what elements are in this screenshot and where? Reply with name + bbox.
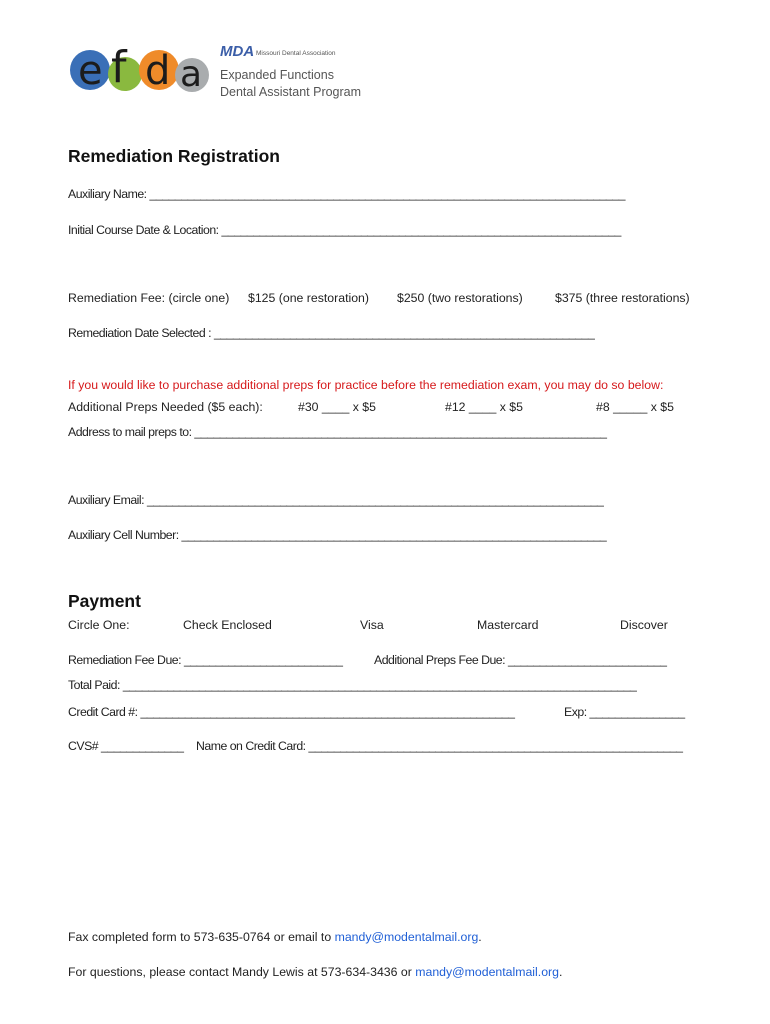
preps-notice: If you would like to purchase additional preps for practice before the remediation exam, you may do so below:	[68, 378, 664, 392]
questions-contact	[68, 965, 562, 979]
svg-text:a: a	[180, 54, 203, 95]
fee-option-125[interactable]: $125 (one restoration)	[248, 291, 369, 305]
prep-12-field[interactable]: #12 ____ x $5	[445, 400, 523, 414]
remediation-fee-label: Remediation Fee: (circle one)	[68, 291, 230, 305]
svg-text:f: f	[111, 42, 127, 93]
auxiliary-name-field[interactable]: Auxiliary Name: ___________________________________________________________________________	[68, 187, 625, 201]
payment-heading: Payment	[68, 591, 141, 611]
payment-option-discover[interactable]: Discover	[620, 618, 668, 632]
svg-text:MDA: MDA	[220, 43, 255, 60]
fee-option-375[interactable]: $375 (three restorations)	[555, 291, 690, 305]
additional-preps-label: Additional Preps Needed ($5 each):	[68, 400, 263, 414]
name-on-card-field[interactable]: Name on Credit Card: ___________________________________________________________	[196, 739, 683, 753]
payment-option-mastercard[interactable]: Mastercard	[477, 618, 539, 632]
fee-option-250[interactable]: $250 (two restorations)	[397, 291, 523, 305]
circle-one-label: Circle One:	[68, 618, 130, 632]
cvs-field[interactable]: CVS# _____________	[68, 739, 184, 753]
efda-logo-graphic	[64, 36, 364, 108]
total-paid-field[interactable]: Total Paid: _________________________________________________________________________________	[68, 678, 637, 692]
questions-end: .	[558, 965, 563, 979]
svg-text:d: d	[145, 48, 171, 94]
questions-text: For questions, please contact Mandy Lewis at 573-634-3436 or	[68, 965, 416, 979]
fax-end: .	[478, 930, 482, 944]
questions-email-link[interactable]: mandy@modentalmail.org	[415, 965, 559, 979]
payment-option-check[interactable]: Check Enclosed	[183, 618, 272, 632]
fax-email-link[interactable]: mandy@modentalmail.org	[334, 930, 479, 944]
remediation-fee-due-field[interactable]: Remediation Fee Due: _________________________	[68, 653, 343, 667]
fax-text: Fax completed form to 573-635-0764 or email to	[68, 930, 335, 944]
svg-text:Missouri Dental Association: Missouri Dental Association	[256, 50, 336, 57]
fax-instructions	[68, 930, 482, 944]
auxiliary-email-field[interactable]: Auxiliary Email: ________________________________________________________________________	[68, 493, 604, 507]
card-expiry-field[interactable]: Exp: _______________	[564, 705, 685, 719]
course-date-location-field[interactable]: Initial Course Date & Location: _______________________________________________________________	[68, 223, 621, 237]
mail-address-field[interactable]: Address to mail preps to: _________________________________________________________________	[68, 425, 607, 439]
svg-text:Dental Assistant Program: Dental Assistant Program	[220, 85, 362, 99]
payment-option-visa[interactable]: Visa	[360, 618, 384, 632]
prep-30-field[interactable]: #30 ____ x $5	[298, 400, 376, 414]
auxiliary-cell-field[interactable]: Auxiliary Cell Number: ___________________________________________________________________	[68, 528, 607, 542]
svg-text:e: e	[78, 48, 103, 94]
svg-text:Expanded Functions: Expanded Functions	[220, 68, 334, 82]
prep-8-field[interactable]: #8 _____ x $5	[596, 400, 674, 414]
page-title: Remediation Registration	[68, 146, 280, 166]
additional-preps-fee-due-field[interactable]: Additional Preps Fee Due: _________________________	[374, 653, 667, 667]
remediation-date-field[interactable]: Remediation Date Selected : ____________________________________________________________	[68, 326, 595, 340]
credit-card-number-field[interactable]: Credit Card #: ___________________________________________________________	[68, 705, 515, 719]
